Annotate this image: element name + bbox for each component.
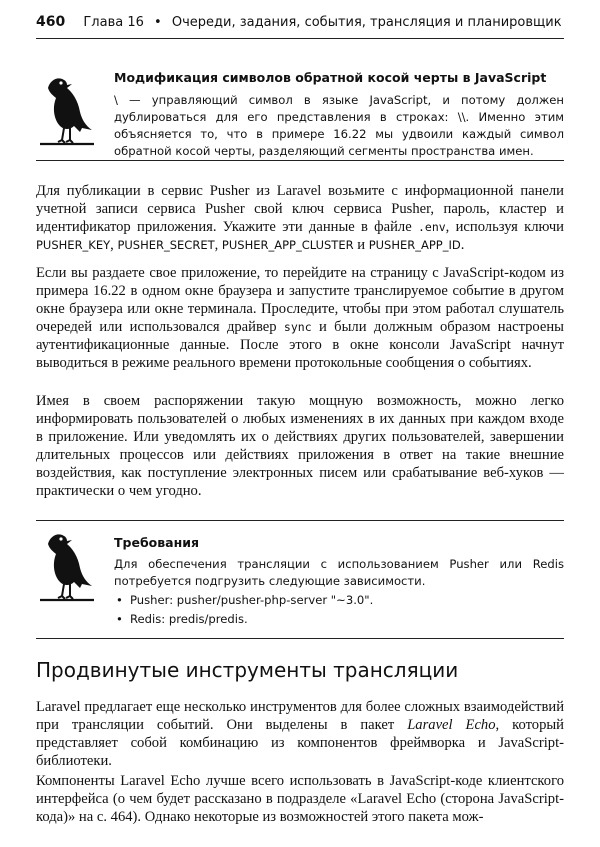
paragraph-text: Для публикации в сервис Pusher из Laravel возьмите с информационной панели учетной записи сервиса Pusher свой ключ сервиса Pusher, пароль, кластер и идентификатор приложения. Укажите эти данные в файле [36,183,564,235]
code-env: .env [417,220,446,234]
list-item [114,611,564,628]
paragraph-text: , используя ключи [445,219,564,235]
paragraph-echo-components [36,772,564,826]
separator: , [214,237,222,253]
code-key: PUSHER_SECRET [117,238,215,252]
note-body: \ — управляющий символ в языке JavaScript, и потому должен дублироваться для его представления в строках: \\. Именно этим объясняется то, что в примере 16.22 мы удвоили каждый символ обратной косой черты, разделяющий сегменты пространства имен. [114,93,564,158]
code-key: PUSHER_KEY [36,238,111,252]
list-bullet: • [116,593,123,607]
note-divider [36,160,564,161]
paragraph-laravel-echo [36,698,564,770]
paragraph-text: Если вы раздаете свое приложение, то перейдите на страницу с JavaScript-кодом из примера 16.22 в одном окне браузера и запустите транслируемое событие в другом окне браузера или окне терминала. Проследите, чтобы при этом работал слушатель очередей или использовался драйвер [36,265,564,335]
list-item-text: Pusher: pusher/pusher-php-server "~3.0". [130,593,374,607]
raven-icon [36,524,96,604]
requirements-list [114,592,564,630]
chapter-title: Очереди, задания, события, трансляция и планировщик [171,15,562,30]
note-title: Требования [114,535,200,550]
section-heading: Продвинутые инструменты трансляции [36,658,459,682]
running-header [36,14,564,36]
paragraph-text: Имея в своем распоряжении такую мощную возможность, можно легко информировать пользователей о любых изменениях в их данных при каждом входе в приложение. Или уведомлять их о действиях других пользователей, завершении длительных процессов или действиях приложения в ответ на такие внешние воздействия, как поступление электронных писем или срабатывание веб-хуков — практически о чем угодно. [36,393,564,499]
code-sync: sync [283,320,312,334]
period: . [460,237,465,253]
code-key: PUSHER_APP_CLUSTER [221,238,354,252]
note-body: Для обеспечения трансляции с использованием Pusher или Redis потребуется подгрузить следующие зависимости. [114,557,564,588]
paragraph-notifications [36,392,564,500]
note-divider [36,638,564,639]
header-rule [36,38,564,39]
conjunction: и [353,237,369,253]
list-bullet: • [116,612,123,626]
paragraph-pusher-credentials [36,182,564,254]
header-bullet: • [154,15,162,30]
page-number: 460 [36,14,66,30]
emphasis: Laravel Echo [407,717,496,733]
raven-icon [36,68,96,148]
list-item-text: Redis: predis/predis. [130,612,248,626]
paragraph-text: и были должным образом настроены аутентификационные данные. После этого в окне консоли JavaScript начнут выводиться в режиме реального времени протокольные сообщения о событиях. [36,319,564,371]
note-title: Модификация символов обратной косой черты в JavaScript [114,70,547,85]
chapter-label: Глава 16 [83,15,144,30]
paragraph-text: Laravel предлагает еще несколько инструментов для более сложных взаимодействий при трансляции событий. Они выделены в пакет [36,699,564,733]
separator: , [110,237,118,253]
paragraph-text: , который представляет собой комбинацию из компонентов фреймворка и JavaScript-библиотеки. [36,717,564,769]
list-item [114,592,564,609]
note-divider [36,520,564,521]
paragraph-text: Компоненты Laravel Echo лучше всего использовать в JavaScript-коде клиентского интерфейса (о чем будет рассказано в подразделе «Laravel Echo (сторона JavaScript-кода)» на с. 464). Однако некоторые из возможностей этого пакета мож- [36,773,564,825]
paragraph-testing [36,264,564,372]
code-key: PUSHER_APP_ID [368,238,461,252]
